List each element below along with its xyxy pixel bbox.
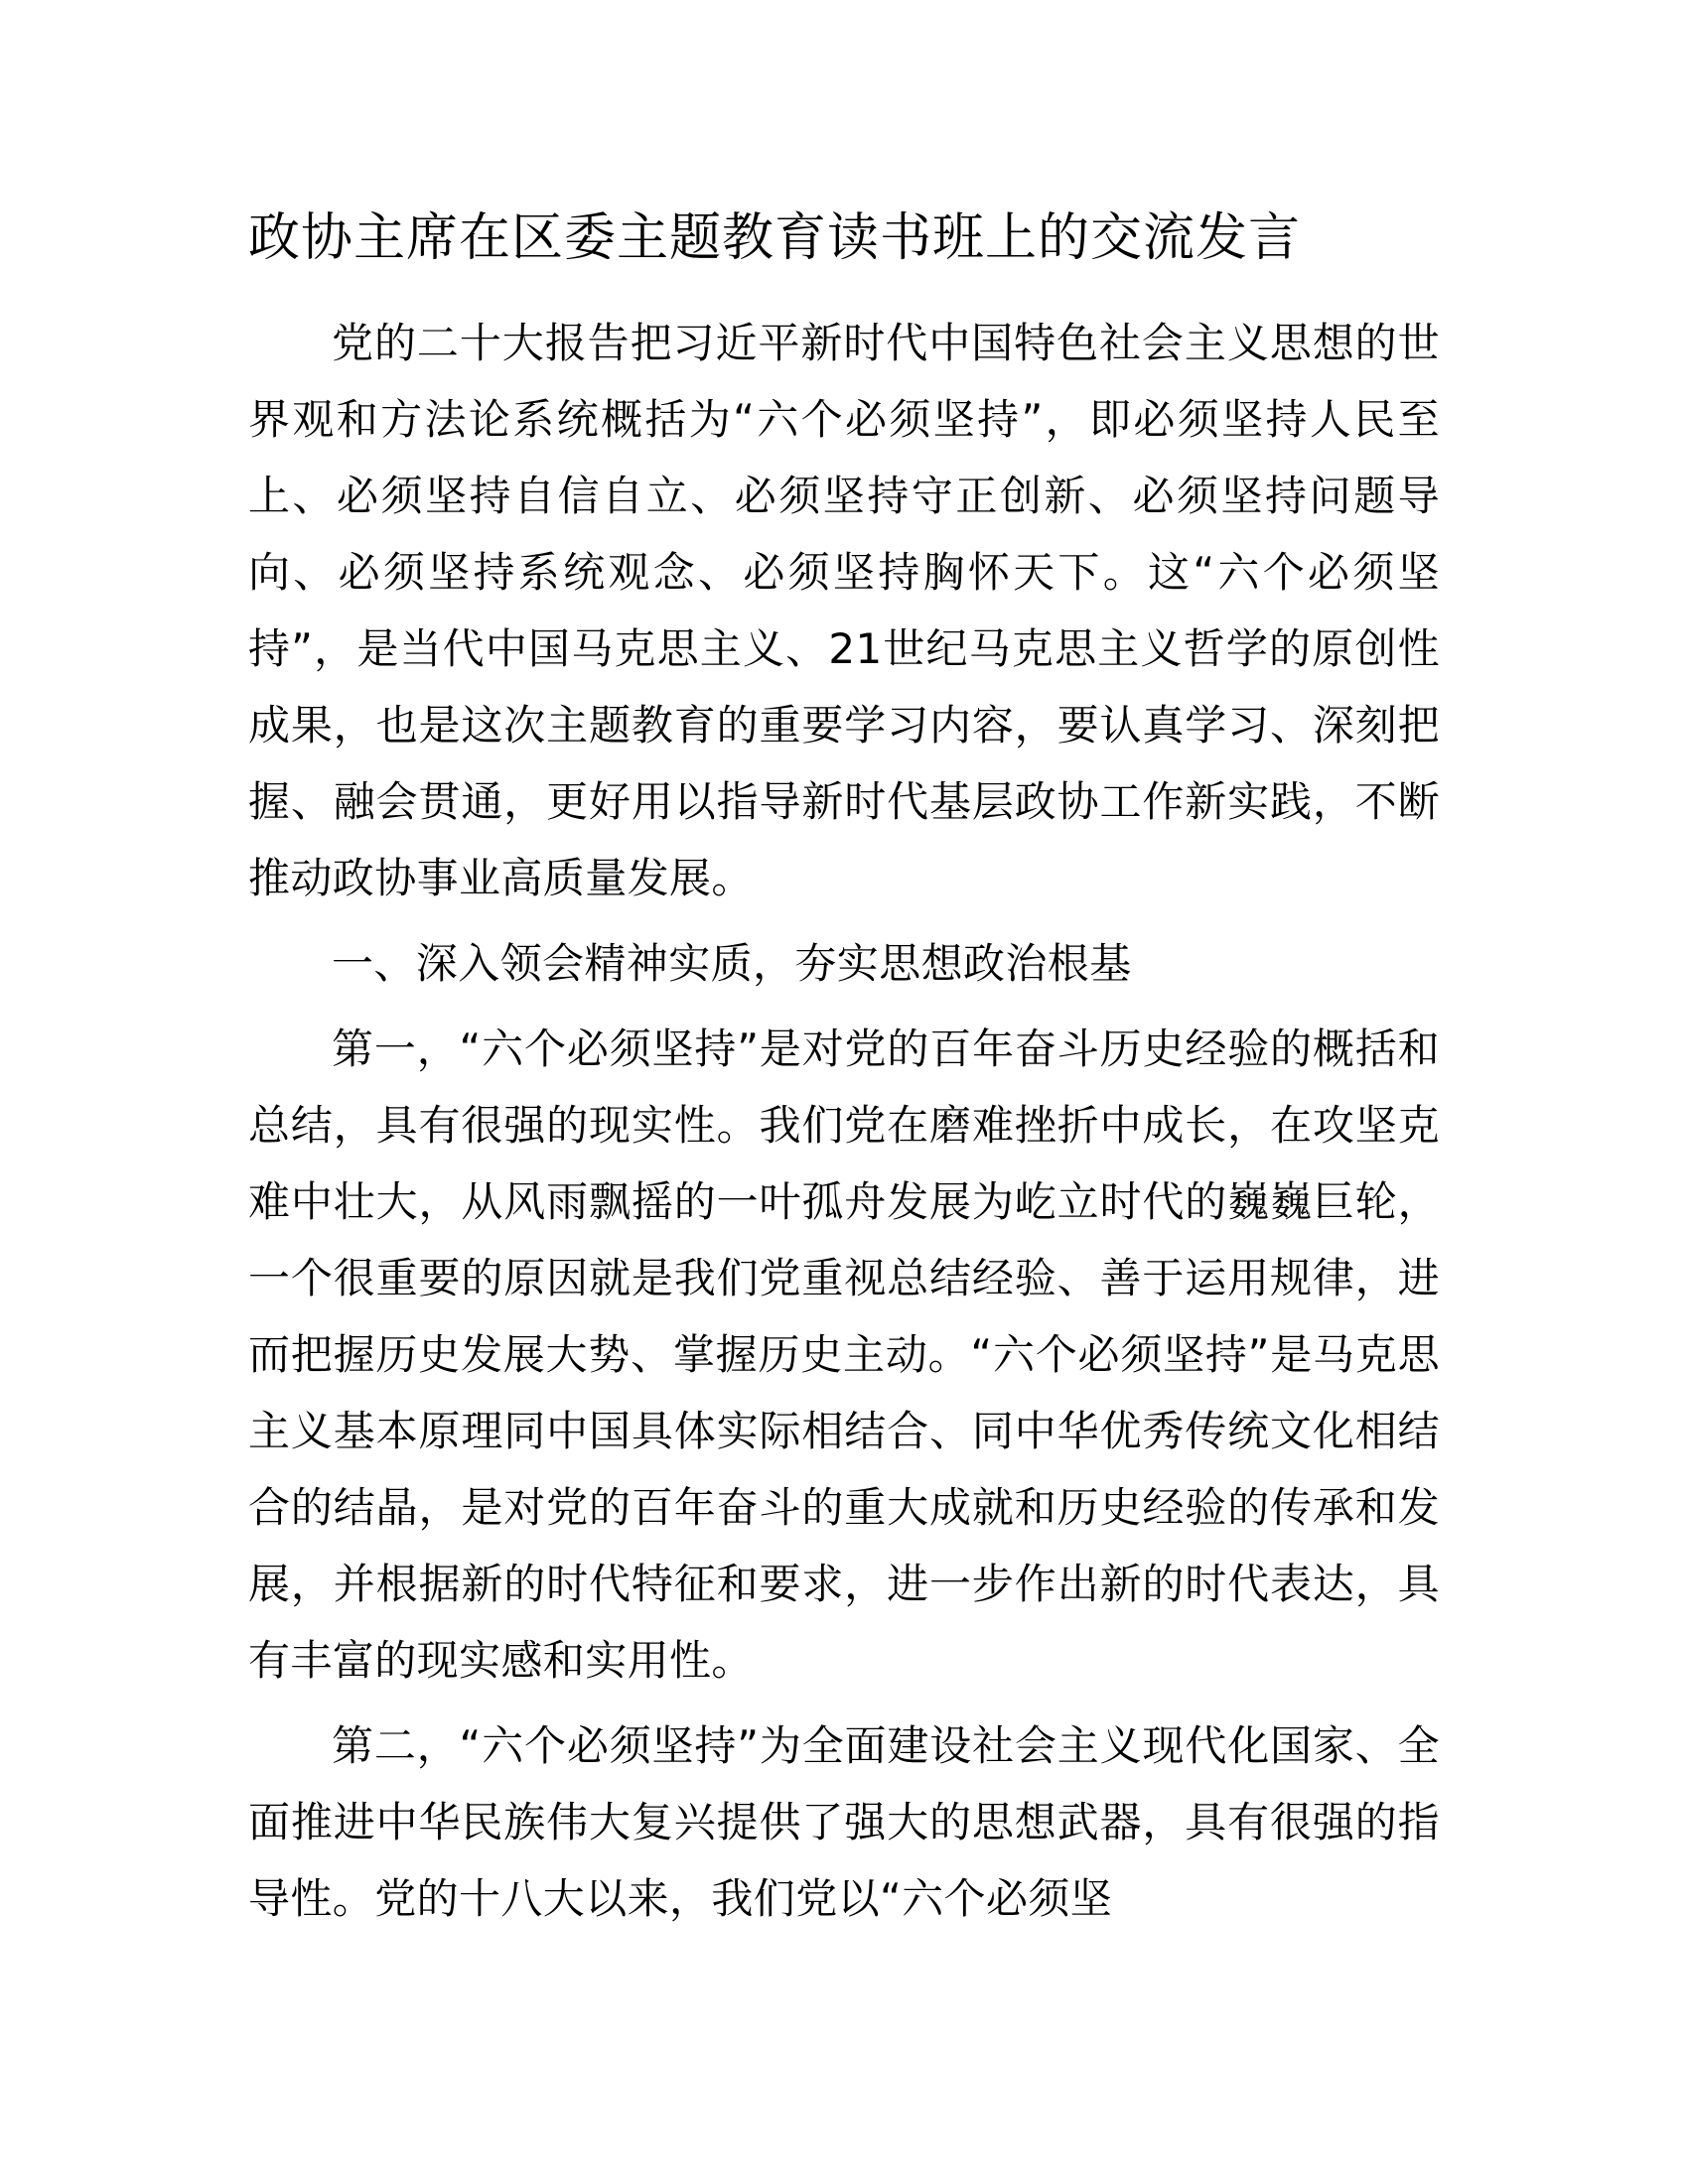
intro-paragraph: 党的二十大报告把习近平新时代中国特色社会主义思想的世界观和方法论系统概括为“六个必须坚持”，即必须坚持人民至上、必须坚持自信自立、必须坚持守正创新、必须坚持问题导向、必须坚持系统观念、必须坚持胸怀天下。这“六个必须坚持”，是当代中国马克思主义、21世纪马克思主义哲学的原创性成果，也是这次主题教育的重要学习内容，要认真学习、深刻把握、融会贯通，更好用以指导新时代基层政协工作新实践，不断推动政协事业高质量发展。 bbox=[248, 319, 1440, 902]
paragraph-second: 第二，“六个必须坚持”为全面建设社会主义现代化国家、全面推进中华民族伟大复兴提供了强大的思想武器，具有很强的指导性。党的十八大以来，我们党以“六个必须坚 bbox=[248, 1721, 1440, 1923]
document-title: 政协主席在区委主题教育读书班上的交流发言 bbox=[248, 208, 1302, 268]
paragraph-first: 第一，“六个必须坚持”是对党的百年奋斗历史经验的概括和总结，具有很强的现实性。我们党在磨难挫折中成长，在攻坚克难中壮大，从风雨飘摇的一叶孤舟发展为屹立时代的巍巍巨轮，一个很重要的原因就是我们党重视总结经验、善于运用规律，进而把握历史发展大势、掌握历史主动。“六个必须坚持”是马克思主义基本原理同中国具体实际相结合、同中华优秀传统文化相结合的结晶，是对党的百年奋斗的重大成就和历史经验的传承和发展，并根据新的时代特征和要求，进一步作出新的时代表达，具有丰富的现实感和实用性。 bbox=[248, 1024, 1440, 1685]
section-heading: 一、深入领会精神实质，夯实思想政治根基 bbox=[332, 939, 1132, 988]
document-body bbox=[248, 305, 1440, 1937]
